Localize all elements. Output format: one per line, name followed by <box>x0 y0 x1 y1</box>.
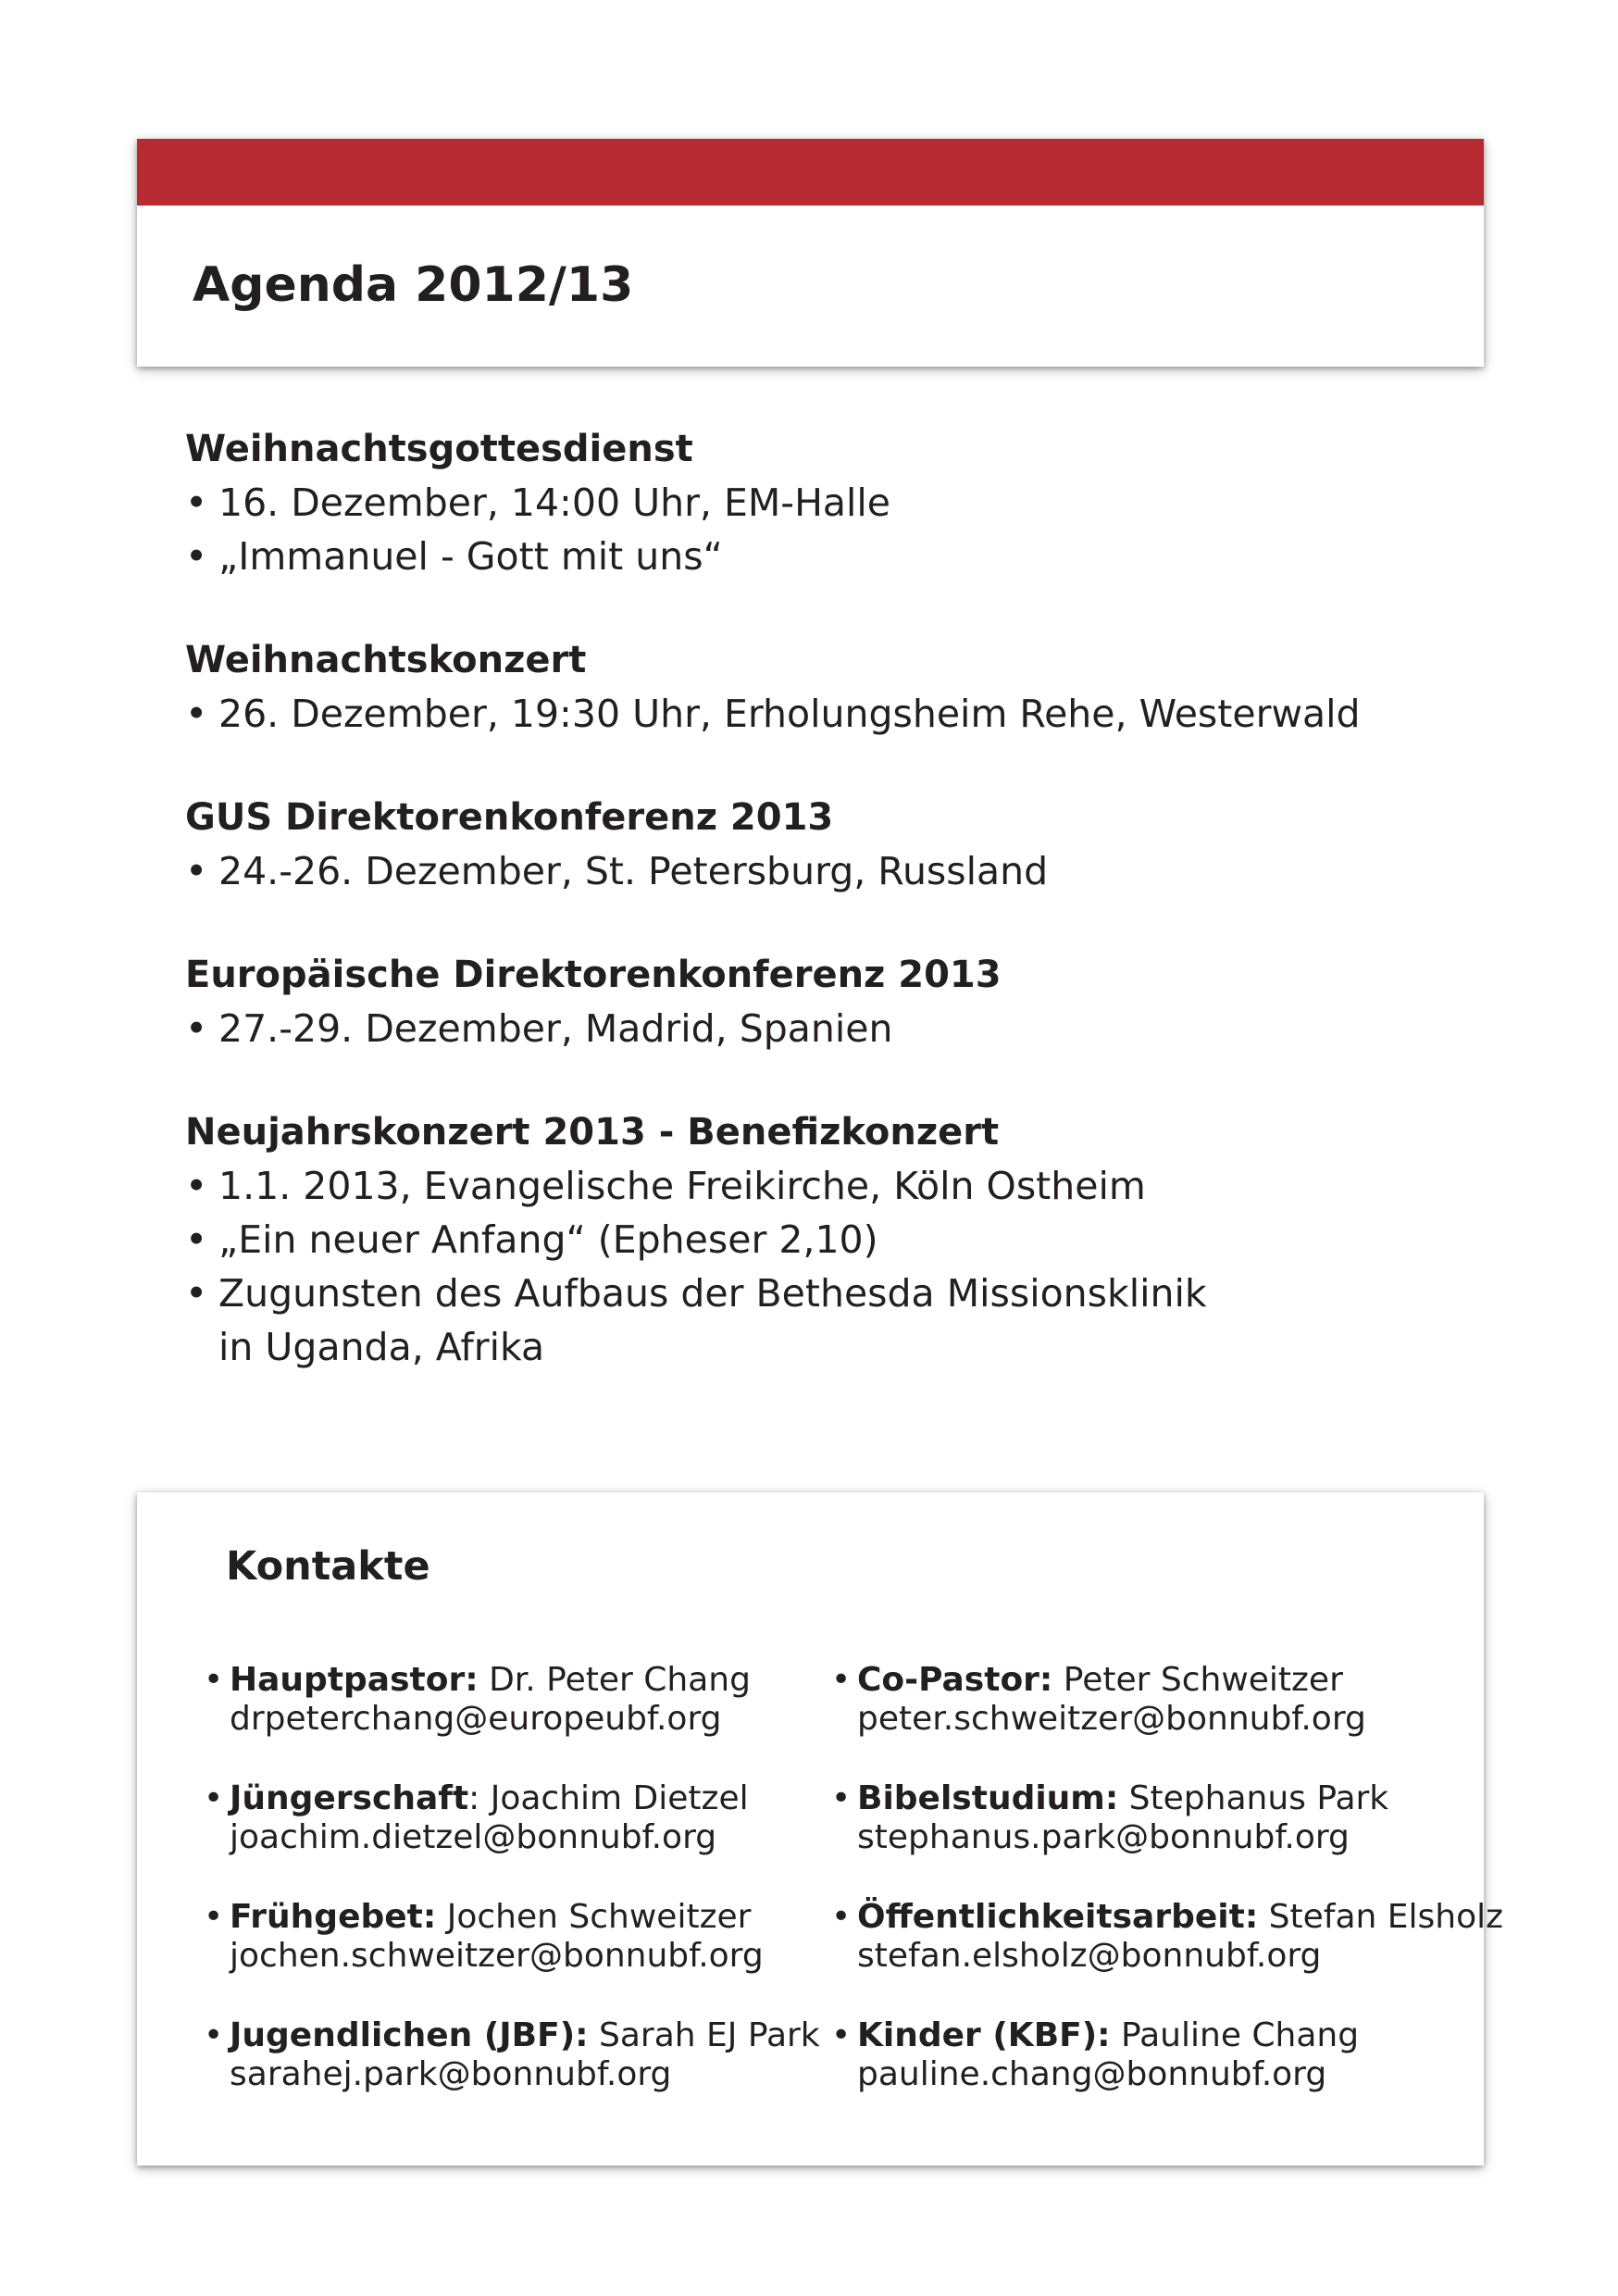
bullet: • <box>204 1779 224 1817</box>
contact-email[interactable]: pauline.chang@bonnubf.org <box>857 2055 1327 2093</box>
bullet: • <box>185 1164 208 1208</box>
header-accent-bar <box>137 139 1484 206</box>
agenda-event <box>185 791 1435 898</box>
contact-name: Dr. Peter Chang <box>489 1661 751 1699</box>
contact-role: Co-Pastor: <box>857 1661 1053 1699</box>
agenda-list <box>185 422 1435 1424</box>
bullet: • <box>204 2016 224 2054</box>
contact-role: Hauptpastor: <box>230 1661 479 1699</box>
event-title: GUS Direktorenkonferenz 2013 <box>185 796 834 839</box>
contact-email[interactable]: peter.schweitzer@bonnubf.org <box>857 1700 1366 1738</box>
event-detail-text: 1.1. 2013, Evangelische Freikirche, Köln Ostheim <box>218 1164 1146 1208</box>
event-detail-text: 24.-26. Dezember, St. Petersburg, Russland <box>218 849 1049 893</box>
event-title: Neujahrskonzert 2013 - Benefizkonzert <box>185 1111 1000 1154</box>
bullet: • <box>185 534 208 579</box>
agenda-header-box <box>137 139 1484 367</box>
bullet: • <box>185 692 208 736</box>
contact-email[interactable]: stephanus.park@bonnubf.org <box>857 1818 1350 1856</box>
contact-name: : Joachim Dietzel <box>468 1779 749 1817</box>
contact-name: Jochen Schweitzer <box>446 1898 752 1936</box>
contact-email[interactable]: sarahej.park@bonnubf.org <box>230 2055 672 2093</box>
event-detail-text: 27.-29. Dezember, Madrid, Spanien <box>218 1006 893 1051</box>
event-detail <box>185 1267 1435 1320</box>
event-detail-text: Zugunsten des Aufbaus der Bethesda Missionsklinik <box>218 1271 1207 1316</box>
event-detail-text: „Immanuel - Gott mit uns“ <box>218 534 723 579</box>
agenda-event <box>185 633 1435 741</box>
contact-role: Frühgebet: <box>230 1898 437 1936</box>
bullet: • <box>204 1661 224 1699</box>
bullet: • <box>185 480 208 525</box>
contact-name: Pauline Chang <box>1121 2016 1360 2054</box>
page-title: Agenda 2012/13 <box>193 257 634 313</box>
contact-item <box>204 1661 820 1779</box>
contact-item <box>831 1898 1503 2016</box>
contacts-column-left <box>204 1661 820 2135</box>
contact-role: Jüngerschaft <box>230 1779 469 1817</box>
contact-email[interactable]: joachim.dietzel@bonnubf.org <box>230 1818 717 1856</box>
event-detail <box>185 530 1435 583</box>
event-detail <box>185 1159 1435 1213</box>
event-title: Weihnachtsgottesdienst <box>185 428 693 470</box>
bullet: • <box>204 1898 224 1936</box>
event-detail <box>185 1213 1435 1267</box>
contacts-title: Kontakte <box>226 1543 430 1590</box>
bullet: • <box>185 1271 208 1316</box>
bullet: • <box>831 1661 852 1699</box>
contact-item <box>204 1898 820 2016</box>
contact-name: Stefan Elsholz <box>1268 1898 1504 1936</box>
contact-item <box>831 1779 1503 1898</box>
contact-role: Jugendlichen (JBF): <box>230 2016 589 2054</box>
bullet: • <box>831 1898 852 1936</box>
bullet: • <box>831 2016 852 2054</box>
event-detail-text: 16. Dezember, 14:00 Uhr, EM-Halle <box>218 480 891 525</box>
contact-name: Peter Schweitzer <box>1063 1661 1343 1699</box>
contact-name: Sarah EJ Park <box>599 2016 820 2054</box>
agenda-event <box>185 948 1435 1055</box>
bullet: • <box>185 1217 208 1262</box>
event-detail <box>185 476 1435 530</box>
event-detail-text: 26. Dezember, 19:30 Uhr, Erholungsheim Rehe, Westerwald <box>218 692 1361 736</box>
event-title: Weihnachtskonzert <box>185 639 587 681</box>
contact-item <box>204 2016 820 2135</box>
contact-email[interactable]: drpeterchang@europeubf.org <box>230 1700 722 1738</box>
event-detail <box>185 844 1435 898</box>
contact-name: Stephanus Park <box>1128 1779 1389 1817</box>
event-detail <box>185 1002 1435 1055</box>
event-title: Europäische Direktorenkonferenz 2013 <box>185 954 1002 996</box>
contact-role: Kinder (KBF): <box>857 2016 1111 2054</box>
event-detail <box>185 687 1435 741</box>
contact-email[interactable]: stefan.elsholz@bonnubf.org <box>857 1937 1322 1975</box>
agenda-event <box>185 422 1435 583</box>
contacts-box <box>137 1492 1504 2165</box>
event-detail-text: „Ein neuer Anfang“ (Epheser 2,10) <box>218 1217 878 1262</box>
contact-role: Öffentlichkeitsarbeit: <box>857 1898 1259 1936</box>
agenda-event <box>185 1105 1435 1374</box>
bullet: • <box>185 1006 208 1051</box>
bullet: • <box>831 1779 852 1817</box>
contact-item <box>204 1779 820 1898</box>
event-detail-continuation: in Uganda, Afrika <box>218 1325 545 1369</box>
contacts-column-right <box>831 1661 1503 2135</box>
contact-role: Bibelstudium: <box>857 1779 1119 1817</box>
contact-email[interactable]: jochen.schweitzer@bonnubf.org <box>230 1937 764 1975</box>
contact-item <box>831 1661 1503 1779</box>
bullet: • <box>185 849 208 893</box>
contact-item <box>831 2016 1503 2135</box>
